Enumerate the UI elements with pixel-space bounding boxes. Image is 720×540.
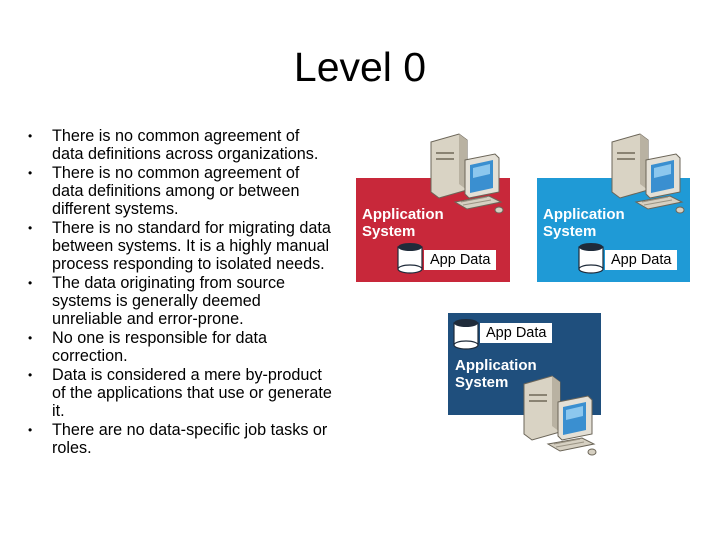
app-data-label: App Data [424,250,496,270]
bullet-item [28,220,333,273]
bullet-dot-icon: • [28,423,33,438]
bullet-text: There is no standard for migrating data between systems. It is a highly manual process responding to isolated needs. [52,219,331,273]
bullet-item [28,128,333,164]
bullet-text: There is no common agreement of data definitions among or between different systems. [52,164,300,218]
bullet-dot-icon: • [28,276,33,291]
database-icon [578,242,604,274]
bullet-dot-icon: • [28,331,33,346]
computer-workstation-icon [425,130,505,222]
bullet-text: Data is considered a mere by-product of the applications that use or generate it. [52,366,332,420]
system-label-line2: System [455,374,509,391]
app-data-label: App Data [480,323,552,343]
bullet-text: There is no common agreement of data definitions across organizations. [52,127,319,163]
bullet-item [28,165,333,218]
bullet-item [28,330,333,366]
bullet-list [28,128,333,460]
computer-workstation-icon [606,130,686,222]
system-label-line2: System [362,223,416,240]
system-label-line1: Application [455,357,537,374]
database-icon [453,318,479,350]
bullet-dot-icon: • [28,129,33,143]
bullet-text: No one is responsible for data correction. [52,329,268,365]
bullet-item [28,367,333,420]
slide-title: Level 0 [293,44,427,90]
bullet-dot-icon: • [28,166,33,181]
app-data-label: App Data [605,250,677,270]
system-label-line2: System [543,223,597,240]
bullet-text: There are no data-specific job tasks or roles. [52,421,328,458]
bullet-item [28,422,333,458]
system-label-line1: Application [362,206,444,223]
database-icon [397,242,423,274]
computer-workstation-icon [518,372,598,464]
bullet-item [28,275,333,328]
system-label-line1: Application [543,206,625,223]
bullet-dot-icon: • [28,368,33,383]
bullet-dot-icon: • [28,221,33,236]
bullet-text: The data originating from source systems is generally deemed unreliable and error-prone. [52,274,286,328]
